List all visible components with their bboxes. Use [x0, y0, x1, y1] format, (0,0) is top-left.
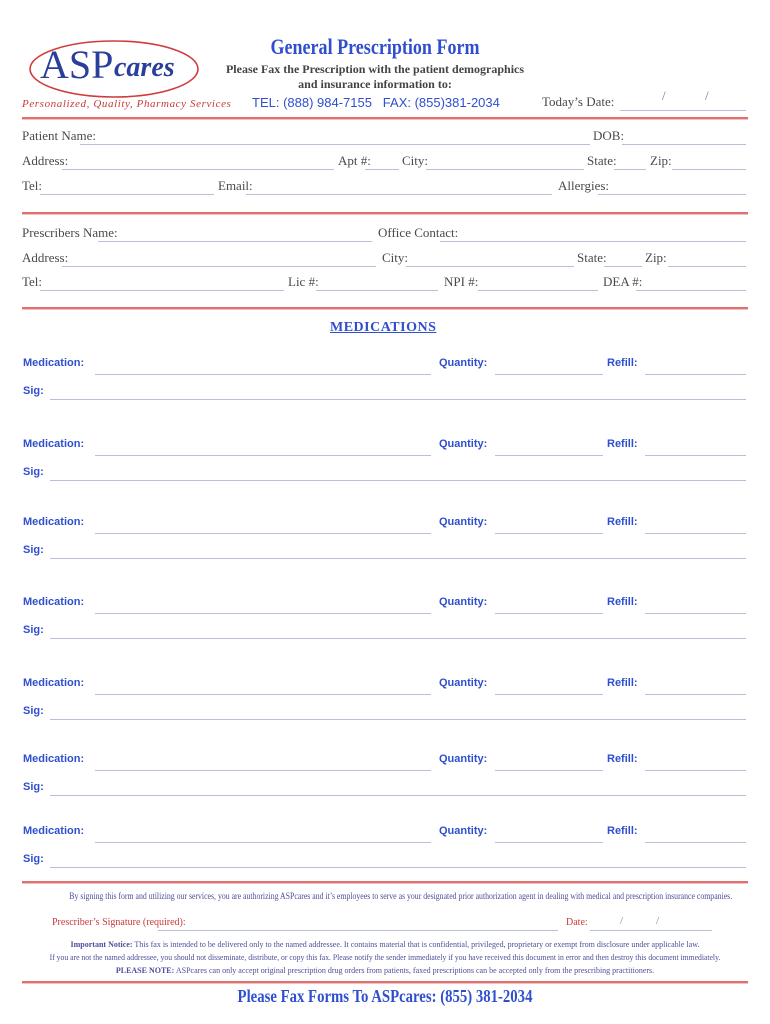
field-underline [95, 842, 431, 843]
quantity-field[interactable] [495, 752, 603, 766]
please-note [0, 966, 770, 975]
field-underline [246, 194, 552, 195]
sig-label: Sig: [23, 466, 44, 478]
patient-tel-field[interactable] [40, 179, 214, 193]
sig-label: Sig: [23, 853, 44, 865]
dea-label: DEA #: [603, 274, 643, 289]
refill-label: Refill: [607, 753, 638, 765]
field-underline [598, 194, 746, 195]
signature-date-label: Date: [566, 917, 588, 928]
field-underline [426, 169, 584, 170]
quantity-field[interactable] [495, 515, 603, 529]
field-underline [645, 842, 746, 843]
medication-label: Medication: [23, 596, 85, 608]
refill-label: Refill: [607, 677, 638, 689]
divider [22, 307, 748, 310]
please-note-text: ASPcares can only accept original prescription drug orders from patients, faxed prescriptions can be accepted only from the prescribing practitioners. [175, 966, 655, 975]
divider [22, 881, 748, 884]
patient-zip-field[interactable] [672, 154, 746, 168]
sig-field[interactable] [50, 704, 746, 718]
fax-instruction-line1: Please Fax the Prescription with the patient demographics [225, 62, 525, 76]
patient-name-label: Patient Name: [22, 128, 97, 143]
field-underline [495, 770, 603, 771]
refill-label: Refill: [607, 825, 638, 837]
divider [22, 981, 748, 984]
field-underline [50, 795, 746, 796]
medication-field[interactable] [95, 676, 431, 690]
quantity-field[interactable] [495, 437, 603, 451]
office-contact-field[interactable] [440, 226, 746, 240]
field-underline [158, 930, 558, 931]
dea-field[interactable] [636, 275, 746, 289]
prescriber-city-label: City: [382, 250, 409, 265]
sig-label: Sig: [23, 544, 44, 556]
patient-zip-label: Zip: [650, 153, 672, 168]
medication-field[interactable] [95, 515, 431, 529]
field-underline [95, 613, 431, 614]
fax-banner: Please Fax Forms To ASPcares: (855) 381-2034 [237, 986, 533, 1006]
prescriber-state-label: State: [577, 250, 607, 265]
prescriber-zip-field[interactable] [668, 251, 746, 265]
prescriber-name-label: Prescribers Name: [22, 225, 118, 240]
logo-asp: ASP [40, 42, 114, 87]
allergies-field[interactable] [598, 179, 746, 193]
logo-tagline: Personalized, Quality, Pharmacy Services [22, 98, 232, 110]
office-contact-label: Office Contact: [378, 225, 459, 240]
refill-field[interactable] [645, 676, 746, 690]
field-underline [95, 770, 431, 771]
medication-field[interactable] [95, 437, 431, 451]
field-underline [50, 480, 746, 481]
date-separator: / [662, 88, 666, 103]
prescriber-name-field[interactable] [98, 226, 372, 240]
todays-date-underline [620, 110, 746, 111]
important-notice-line2: If you are not the named addressee, you should not disseminate, distribute, or copy this fax. Please notify the sender immediately if you have received this document in error and then destroy this document immediately. [49, 953, 721, 962]
patient-city-label: City: [402, 153, 429, 168]
field-underline [590, 930, 712, 931]
medication-field[interactable] [95, 752, 431, 766]
date-separator: / [620, 915, 624, 927]
divider [22, 212, 748, 215]
field-underline [95, 455, 431, 456]
field-underline [40, 290, 284, 291]
page-title: General Prescription Form [270, 34, 480, 59]
field-underline [645, 613, 746, 614]
refill-label: Refill: [607, 438, 638, 450]
prescriber-tel-field[interactable] [40, 275, 284, 289]
sig-label: Sig: [23, 385, 44, 397]
field-underline [604, 266, 642, 267]
date-separator: / [705, 88, 709, 103]
authorization-statement: By signing this form and utilizing our services, you are authorizing ASPcares and it’s employees to serve as your designated prior authorization agent in dealing with medical and prescription insurance companies. [69, 892, 733, 902]
field-underline [62, 266, 376, 267]
medication-label: Medication: [23, 825, 85, 837]
patient-city-field[interactable] [426, 154, 584, 168]
email-field[interactable] [246, 179, 552, 193]
allergies-label: Allergies: [558, 178, 610, 193]
refill-field[interactable] [645, 824, 746, 838]
field-underline [495, 842, 603, 843]
field-underline [50, 638, 746, 639]
email-label: Email: [218, 178, 253, 193]
prescriber-tel-label: Tel: [22, 274, 43, 289]
quantity-field[interactable] [495, 595, 603, 609]
important-notice [0, 940, 770, 949]
field-underline [440, 241, 746, 242]
important-notice-text: This fax is intended to be delivered only to the named addressee. It contains material that is confidential, privileged, proprietary or exempt from disclosure under applicable law. [134, 940, 700, 949]
field-underline [316, 290, 438, 291]
fax-instruction-line2: and insurance information to: [298, 77, 452, 91]
field-underline [495, 533, 603, 534]
sig-label: Sig: [23, 624, 44, 636]
prescriber-state-field[interactable] [604, 251, 642, 265]
prescriber-city-field[interactable] [406, 251, 574, 265]
medication-field[interactable] [95, 356, 431, 370]
field-underline [406, 266, 574, 267]
field-underline [645, 533, 746, 534]
sig-field[interactable] [50, 852, 746, 866]
contact-numbers: TEL: (888) 984-7155 FAX: (855)381-2034 [252, 95, 500, 110]
field-underline [62, 169, 334, 170]
field-underline [95, 374, 431, 375]
field-underline [95, 694, 431, 695]
patient-tel-label: Tel: [22, 178, 43, 193]
sig-field[interactable] [50, 384, 746, 398]
field-underline [50, 719, 746, 720]
divider [22, 117, 748, 120]
refill-field[interactable] [645, 595, 746, 609]
todays-date-field[interactable] [620, 97, 746, 111]
field-underline [495, 613, 603, 614]
refill-field[interactable] [645, 437, 746, 451]
signature-label: Prescriber’s Signature (required): [52, 917, 186, 928]
medication-label: Medication: [23, 357, 85, 369]
prescriber-zip-label: Zip: [645, 250, 667, 265]
please-note-label: PLEASE NOTE: [115, 966, 175, 975]
field-underline [614, 169, 646, 170]
refill-field[interactable] [645, 752, 746, 766]
field-underline [50, 867, 746, 868]
field-underline [645, 374, 746, 375]
patient-name-field[interactable] [80, 129, 590, 143]
refill-field[interactable] [645, 356, 746, 370]
patient-state-label: State: [587, 153, 617, 168]
medication-label: Medication: [23, 516, 85, 528]
logo-cares: cares [114, 52, 175, 83]
sig-field[interactable] [50, 465, 746, 479]
refill-label: Refill: [607, 516, 638, 528]
refill-label: Refill: [607, 357, 638, 369]
medication-field[interactable] [95, 824, 431, 838]
quantity-field[interactable] [495, 824, 603, 838]
dob-field[interactable] [622, 129, 746, 143]
quantity-label: Quantity: [439, 438, 488, 450]
sig-field[interactable] [50, 780, 746, 794]
field-underline [636, 290, 746, 291]
dob-label: DOB: [593, 128, 625, 143]
field-underline [495, 455, 603, 456]
apt-label: Apt #: [338, 153, 371, 168]
field-underline [645, 770, 746, 771]
patient-address-field[interactable] [62, 154, 334, 168]
field-underline [80, 144, 590, 145]
field-underline [495, 694, 603, 695]
field-underline [40, 194, 214, 195]
quantity-label: Quantity: [439, 596, 488, 608]
refill-label: Refill: [607, 596, 638, 608]
field-underline [668, 266, 746, 267]
prescriber-address-label: Address: [22, 250, 69, 265]
quantity-label: Quantity: [439, 357, 488, 369]
quantity-field[interactable] [495, 676, 603, 690]
quantity-label: Quantity: [439, 677, 488, 689]
medication-label: Medication: [23, 753, 85, 765]
logo [22, 38, 200, 100]
field-underline [478, 290, 598, 291]
field-underline [50, 558, 746, 559]
important-notice-label: Important Notice: [70, 940, 133, 949]
lic-field[interactable] [316, 275, 438, 289]
refill-field[interactable] [645, 515, 746, 529]
quantity-label: Quantity: [439, 516, 488, 528]
patient-address-label: Address: [22, 153, 69, 168]
quantity-label: Quantity: [439, 753, 488, 765]
quantity-field[interactable] [495, 356, 603, 370]
field-underline [622, 144, 746, 145]
medications-heading: MEDICATIONS [330, 320, 437, 335]
patient-state-field[interactable] [614, 154, 646, 168]
field-underline [495, 374, 603, 375]
field-underline [645, 455, 746, 456]
medication-label: Medication: [23, 438, 85, 450]
sig-field[interactable] [50, 623, 746, 637]
apt-field[interactable] [365, 154, 399, 168]
sig-field[interactable] [50, 543, 746, 557]
medication-label: Medication: [23, 677, 85, 689]
medication-field[interactable] [95, 595, 431, 609]
field-underline [50, 399, 746, 400]
field-underline [365, 169, 399, 170]
date-separator: / [656, 915, 660, 927]
quantity-label: Quantity: [439, 825, 488, 837]
lic-label: Lic #: [288, 274, 319, 289]
field-underline [98, 241, 372, 242]
field-underline [645, 694, 746, 695]
sig-label: Sig: [23, 705, 44, 717]
sig-label: Sig: [23, 781, 44, 793]
todays-date-label: Today’s Date: [542, 94, 615, 109]
prescriber-address-field[interactable] [62, 251, 376, 265]
field-underline [672, 169, 746, 170]
npi-field[interactable] [478, 275, 598, 289]
field-underline [95, 533, 431, 534]
npi-label: NPI #: [444, 274, 479, 289]
